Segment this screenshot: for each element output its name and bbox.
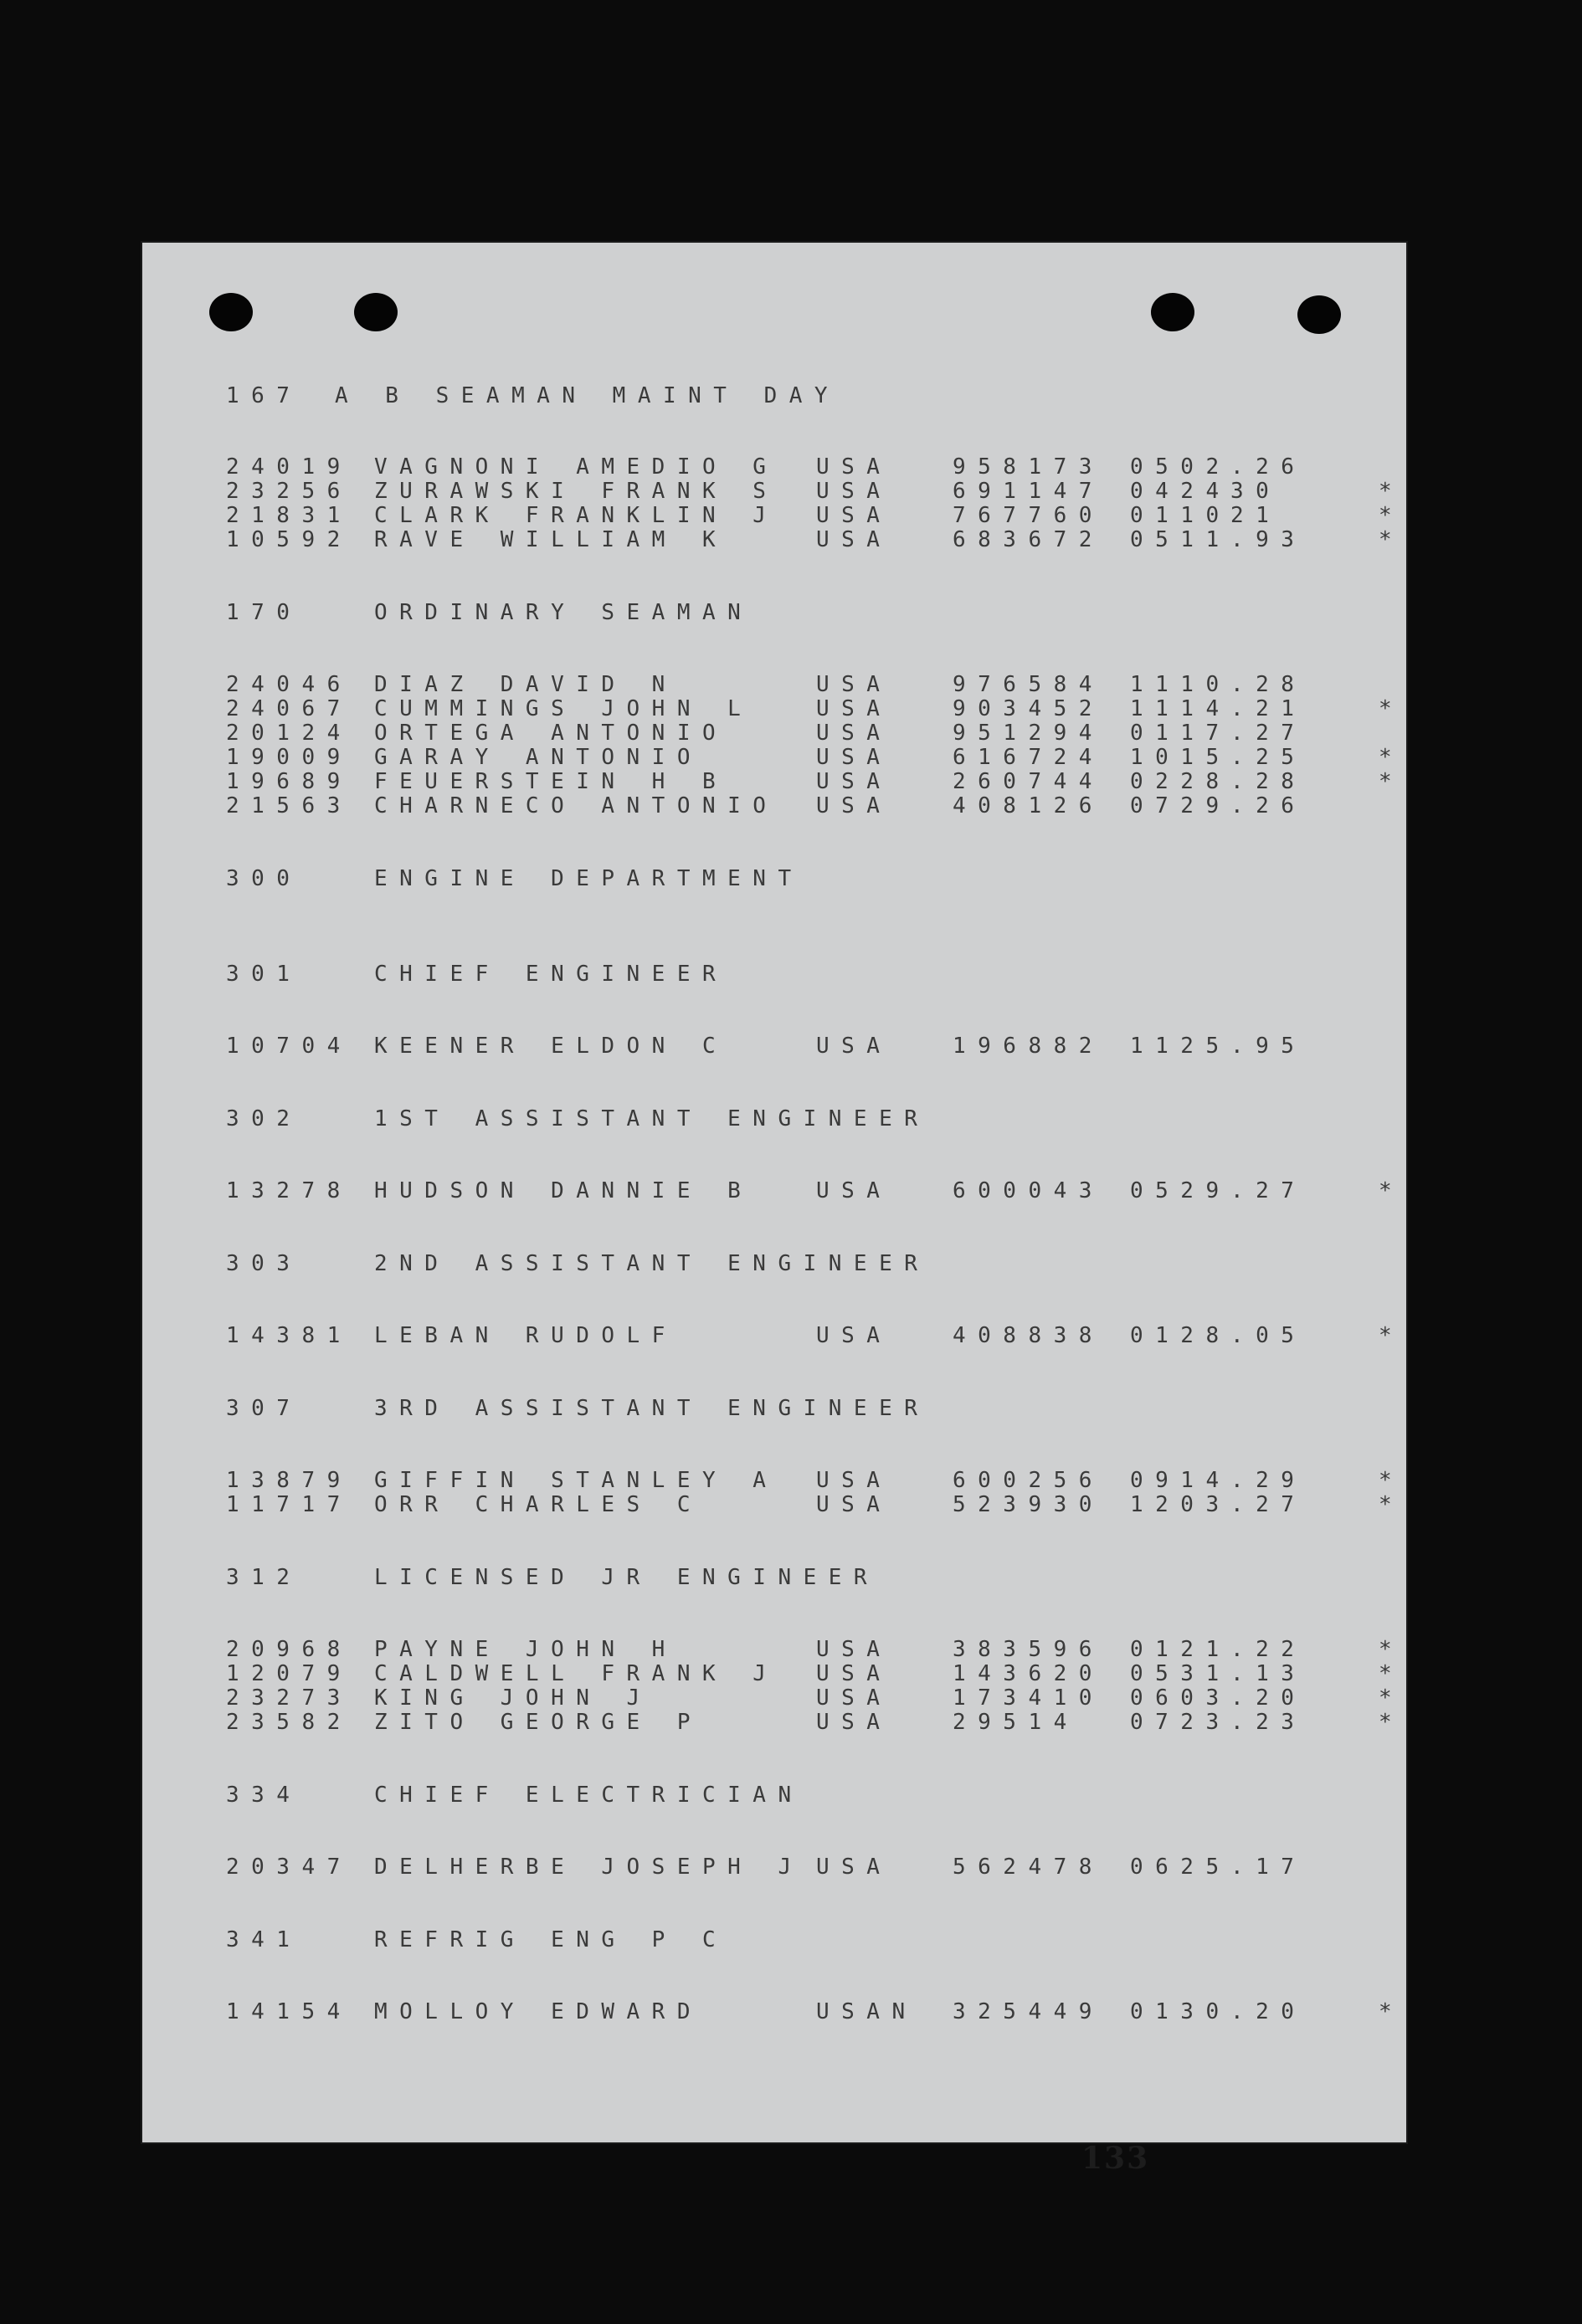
- asterisk-mark: *: [1379, 503, 1405, 528]
- rate: .22: [1230, 1637, 1307, 1662]
- citizenship: USA: [816, 793, 892, 818]
- citizenship: USA: [816, 1637, 892, 1662]
- member-id: 143620: [953, 1661, 1104, 1686]
- date-code: 0117: [1130, 721, 1231, 746]
- asterisk-mark: *: [1379, 1323, 1405, 1348]
- member-id: 383596: [953, 1637, 1104, 1662]
- rate: .28: [1230, 672, 1307, 697]
- section-title: 2ND ASSISTANT ENGINEER: [374, 1251, 930, 1276]
- member-id: 616724: [953, 745, 1104, 770]
- member-name: ZURAWSKI FRANK S: [374, 479, 778, 504]
- citizenship: USA: [816, 1468, 892, 1493]
- member-name: DIAZ DAVID N: [374, 672, 677, 697]
- member-id: 600043: [953, 1178, 1104, 1203]
- member-id: 767760: [953, 503, 1104, 528]
- citizenship: USA: [816, 672, 892, 697]
- section-title: ENGINE DEPARTMENT: [374, 866, 804, 891]
- member-name: CHARNECO ANTONIO: [374, 793, 778, 818]
- asterisk-mark: *: [1379, 527, 1405, 552]
- rate: .23: [1230, 1710, 1307, 1735]
- member-id: 523930: [953, 1492, 1104, 1517]
- member-code: 10592: [226, 527, 352, 552]
- date-code: 0424: [1130, 479, 1231, 504]
- member-name: HUDSON DANNIE B: [374, 1178, 753, 1203]
- member-name: ORR CHARLES C: [374, 1492, 702, 1517]
- member-id: 260744: [953, 769, 1104, 794]
- rate: .17: [1230, 1855, 1307, 1880]
- member-id: 958173: [953, 454, 1104, 480]
- punch-hole: [209, 293, 253, 331]
- member-code: 20124: [226, 721, 352, 746]
- citizenship: USA: [816, 696, 892, 721]
- citizenship: USA: [816, 503, 892, 528]
- asterisk-mark: *: [1379, 479, 1405, 504]
- rate: 21: [1230, 503, 1282, 528]
- date-code: 0603: [1130, 1685, 1231, 1711]
- member-code: 23256: [226, 479, 352, 504]
- member-name: GIFFIN STANLEY A: [374, 1468, 778, 1493]
- member-id: 408838: [953, 1323, 1104, 1348]
- member-code: 23582: [226, 1710, 352, 1735]
- member-name: CUMMINGS JOHN L: [374, 696, 753, 721]
- citizenship: USA: [816, 454, 892, 480]
- citizenship: USA: [816, 1661, 892, 1686]
- section-code: 302: [226, 1106, 302, 1131]
- member-id: 196882: [953, 1034, 1104, 1059]
- date-code: 0228: [1130, 769, 1231, 794]
- section-title: ORDINARY SEAMAN: [374, 600, 753, 625]
- member-code: 23273: [226, 1685, 352, 1711]
- citizenship: USA: [816, 1178, 892, 1203]
- date-code: 1015: [1130, 745, 1231, 770]
- date-code: 0723: [1130, 1710, 1231, 1735]
- section-code: 334: [226, 1783, 302, 1808]
- asterisk-mark: *: [1379, 1661, 1405, 1686]
- member-code: 11717: [226, 1492, 352, 1517]
- member-id: 691147: [953, 479, 1104, 504]
- member-code: 24067: [226, 696, 352, 721]
- member-name: KING JOHN J: [374, 1685, 652, 1711]
- asterisk-mark: *: [1379, 745, 1405, 770]
- rate: .20: [1230, 1685, 1307, 1711]
- date-code: 1110: [1130, 672, 1231, 697]
- punch-hole: [1151, 293, 1194, 331]
- citizenship: USA: [816, 1492, 892, 1517]
- section-code: 312: [226, 1565, 302, 1590]
- page-number: 133: [1081, 2141, 1150, 2176]
- member-code: 21563: [226, 793, 352, 818]
- member-code: 14154: [226, 1999, 352, 2024]
- rate: .27: [1230, 721, 1307, 746]
- date-code: 0531: [1130, 1661, 1231, 1686]
- citizenship: USAN: [816, 1999, 917, 2024]
- section-title: CHIEF ELECTRICIAN: [374, 1783, 804, 1808]
- member-id: 600256: [953, 1468, 1104, 1493]
- rate: .95: [1230, 1034, 1307, 1059]
- member-name: ZITO GEORGE P: [374, 1710, 702, 1735]
- member-code: 21831: [226, 503, 352, 528]
- rate: .25: [1230, 745, 1307, 770]
- member-id: 29514: [953, 1710, 1079, 1735]
- member-code: 13278: [226, 1178, 352, 1203]
- asterisk-mark: *: [1379, 1468, 1405, 1493]
- date-code: 0502: [1130, 454, 1231, 480]
- rate: .05: [1230, 1323, 1307, 1348]
- member-id: 408126: [953, 793, 1104, 818]
- member-name: MOLLOY EDWARD: [374, 1999, 702, 2024]
- member-id: 683672: [953, 527, 1104, 552]
- header-title: A B SEAMAN MAINT DAY: [335, 383, 840, 408]
- citizenship: USA: [816, 1855, 892, 1880]
- section-code: 341: [226, 1927, 302, 1952]
- rate: 30: [1230, 479, 1282, 504]
- asterisk-mark: *: [1379, 1492, 1405, 1517]
- member-code: 24046: [226, 672, 352, 697]
- date-code: 0529: [1130, 1178, 1231, 1203]
- member-code: 10704: [226, 1034, 352, 1059]
- member-name: CLARK FRANKLIN J: [374, 503, 778, 528]
- rate: .26: [1230, 793, 1307, 818]
- rate: .93: [1230, 527, 1307, 552]
- member-code: 19009: [226, 745, 352, 770]
- date-code: 0121: [1130, 1637, 1231, 1662]
- rate: .29: [1230, 1468, 1307, 1493]
- asterisk-mark: *: [1379, 1178, 1405, 1203]
- member-name: KEENER ELDON C: [374, 1034, 728, 1059]
- header-code: 167: [226, 383, 302, 408]
- member-name: FEUERSTEIN H B: [374, 769, 728, 794]
- asterisk-mark: *: [1379, 696, 1405, 721]
- document-sheet: [142, 243, 1406, 2176]
- rate: .27: [1230, 1178, 1307, 1203]
- section-code: 307: [226, 1396, 302, 1421]
- citizenship: USA: [816, 1710, 892, 1735]
- member-id: 976584: [953, 672, 1104, 697]
- member-name: DELHERBE JOSEPH J: [374, 1855, 804, 1880]
- citizenship: USA: [816, 769, 892, 794]
- member-code: 20347: [226, 1855, 352, 1880]
- member-name: VAGNONI AMEDIO G: [374, 454, 778, 480]
- section-title: 1ST ASSISTANT ENGINEER: [374, 1106, 930, 1131]
- member-code: 13879: [226, 1468, 352, 1493]
- citizenship: USA: [816, 1685, 892, 1711]
- section-title: 3RD ASSISTANT ENGINEER: [374, 1396, 930, 1421]
- member-code: 20968: [226, 1637, 352, 1662]
- citizenship: USA: [816, 1323, 892, 1348]
- citizenship: USA: [816, 721, 892, 746]
- member-code: 12079: [226, 1661, 352, 1686]
- rate: .20: [1230, 1999, 1307, 2024]
- section-code: 303: [226, 1251, 302, 1276]
- section-code: 300: [226, 866, 302, 891]
- citizenship: USA: [816, 479, 892, 504]
- date-code: 1203: [1130, 1492, 1231, 1517]
- asterisk-mark: *: [1379, 1999, 1405, 2024]
- member-name: PAYNE JOHN H: [374, 1637, 677, 1662]
- asterisk-mark: *: [1379, 769, 1405, 794]
- date-code: 1114: [1130, 696, 1231, 721]
- asterisk-mark: *: [1379, 1685, 1405, 1711]
- section-title: LICENSED JR ENGINEER: [374, 1565, 880, 1590]
- member-id: 903452: [953, 696, 1104, 721]
- date-code: 0128: [1130, 1323, 1231, 1348]
- member-name: RAVE WILLIAM K: [374, 527, 728, 552]
- citizenship: USA: [816, 1034, 892, 1059]
- rate: .26: [1230, 454, 1307, 480]
- rate: .27: [1230, 1492, 1307, 1517]
- member-code: 14381: [226, 1323, 352, 1348]
- member-name: LEBAN RUDOLF: [374, 1323, 677, 1348]
- member-code: 19689: [226, 769, 352, 794]
- member-code: 24019: [226, 454, 352, 480]
- punch-hole: [1297, 295, 1341, 334]
- member-name: ORTEGA ANTONIO: [374, 721, 728, 746]
- asterisk-mark: *: [1379, 1710, 1405, 1735]
- asterisk-mark: *: [1379, 1637, 1405, 1662]
- punch-hole: [354, 293, 398, 331]
- date-code: 0511: [1130, 527, 1231, 552]
- citizenship: USA: [816, 527, 892, 552]
- member-id: 173410: [953, 1685, 1104, 1711]
- section-title: REFRIG ENG P C: [374, 1927, 728, 1952]
- section-title: CHIEF ENGINEER: [374, 962, 728, 987]
- date-code: 0729: [1130, 793, 1231, 818]
- date-code: 0110: [1130, 503, 1231, 528]
- member-name: GARAY ANTONIO: [374, 745, 702, 770]
- section-code: 301: [226, 962, 302, 987]
- rate: .13: [1230, 1661, 1307, 1686]
- section-code: 170: [226, 600, 302, 625]
- citizenship: USA: [816, 745, 892, 770]
- rate: .21: [1230, 696, 1307, 721]
- date-code: 0130: [1130, 1999, 1231, 2024]
- member-id: 562478: [953, 1855, 1104, 1880]
- rate: .28: [1230, 769, 1307, 794]
- member-id: 325449: [953, 1999, 1104, 2024]
- date-code: 0914: [1130, 1468, 1231, 1493]
- member-name: CALDWELL FRANK J: [374, 1661, 778, 1686]
- member-id: 951294: [953, 721, 1104, 746]
- header-line: [226, 381, 840, 411]
- date-code: 0625: [1130, 1855, 1231, 1880]
- date-code: 1125: [1130, 1034, 1231, 1059]
